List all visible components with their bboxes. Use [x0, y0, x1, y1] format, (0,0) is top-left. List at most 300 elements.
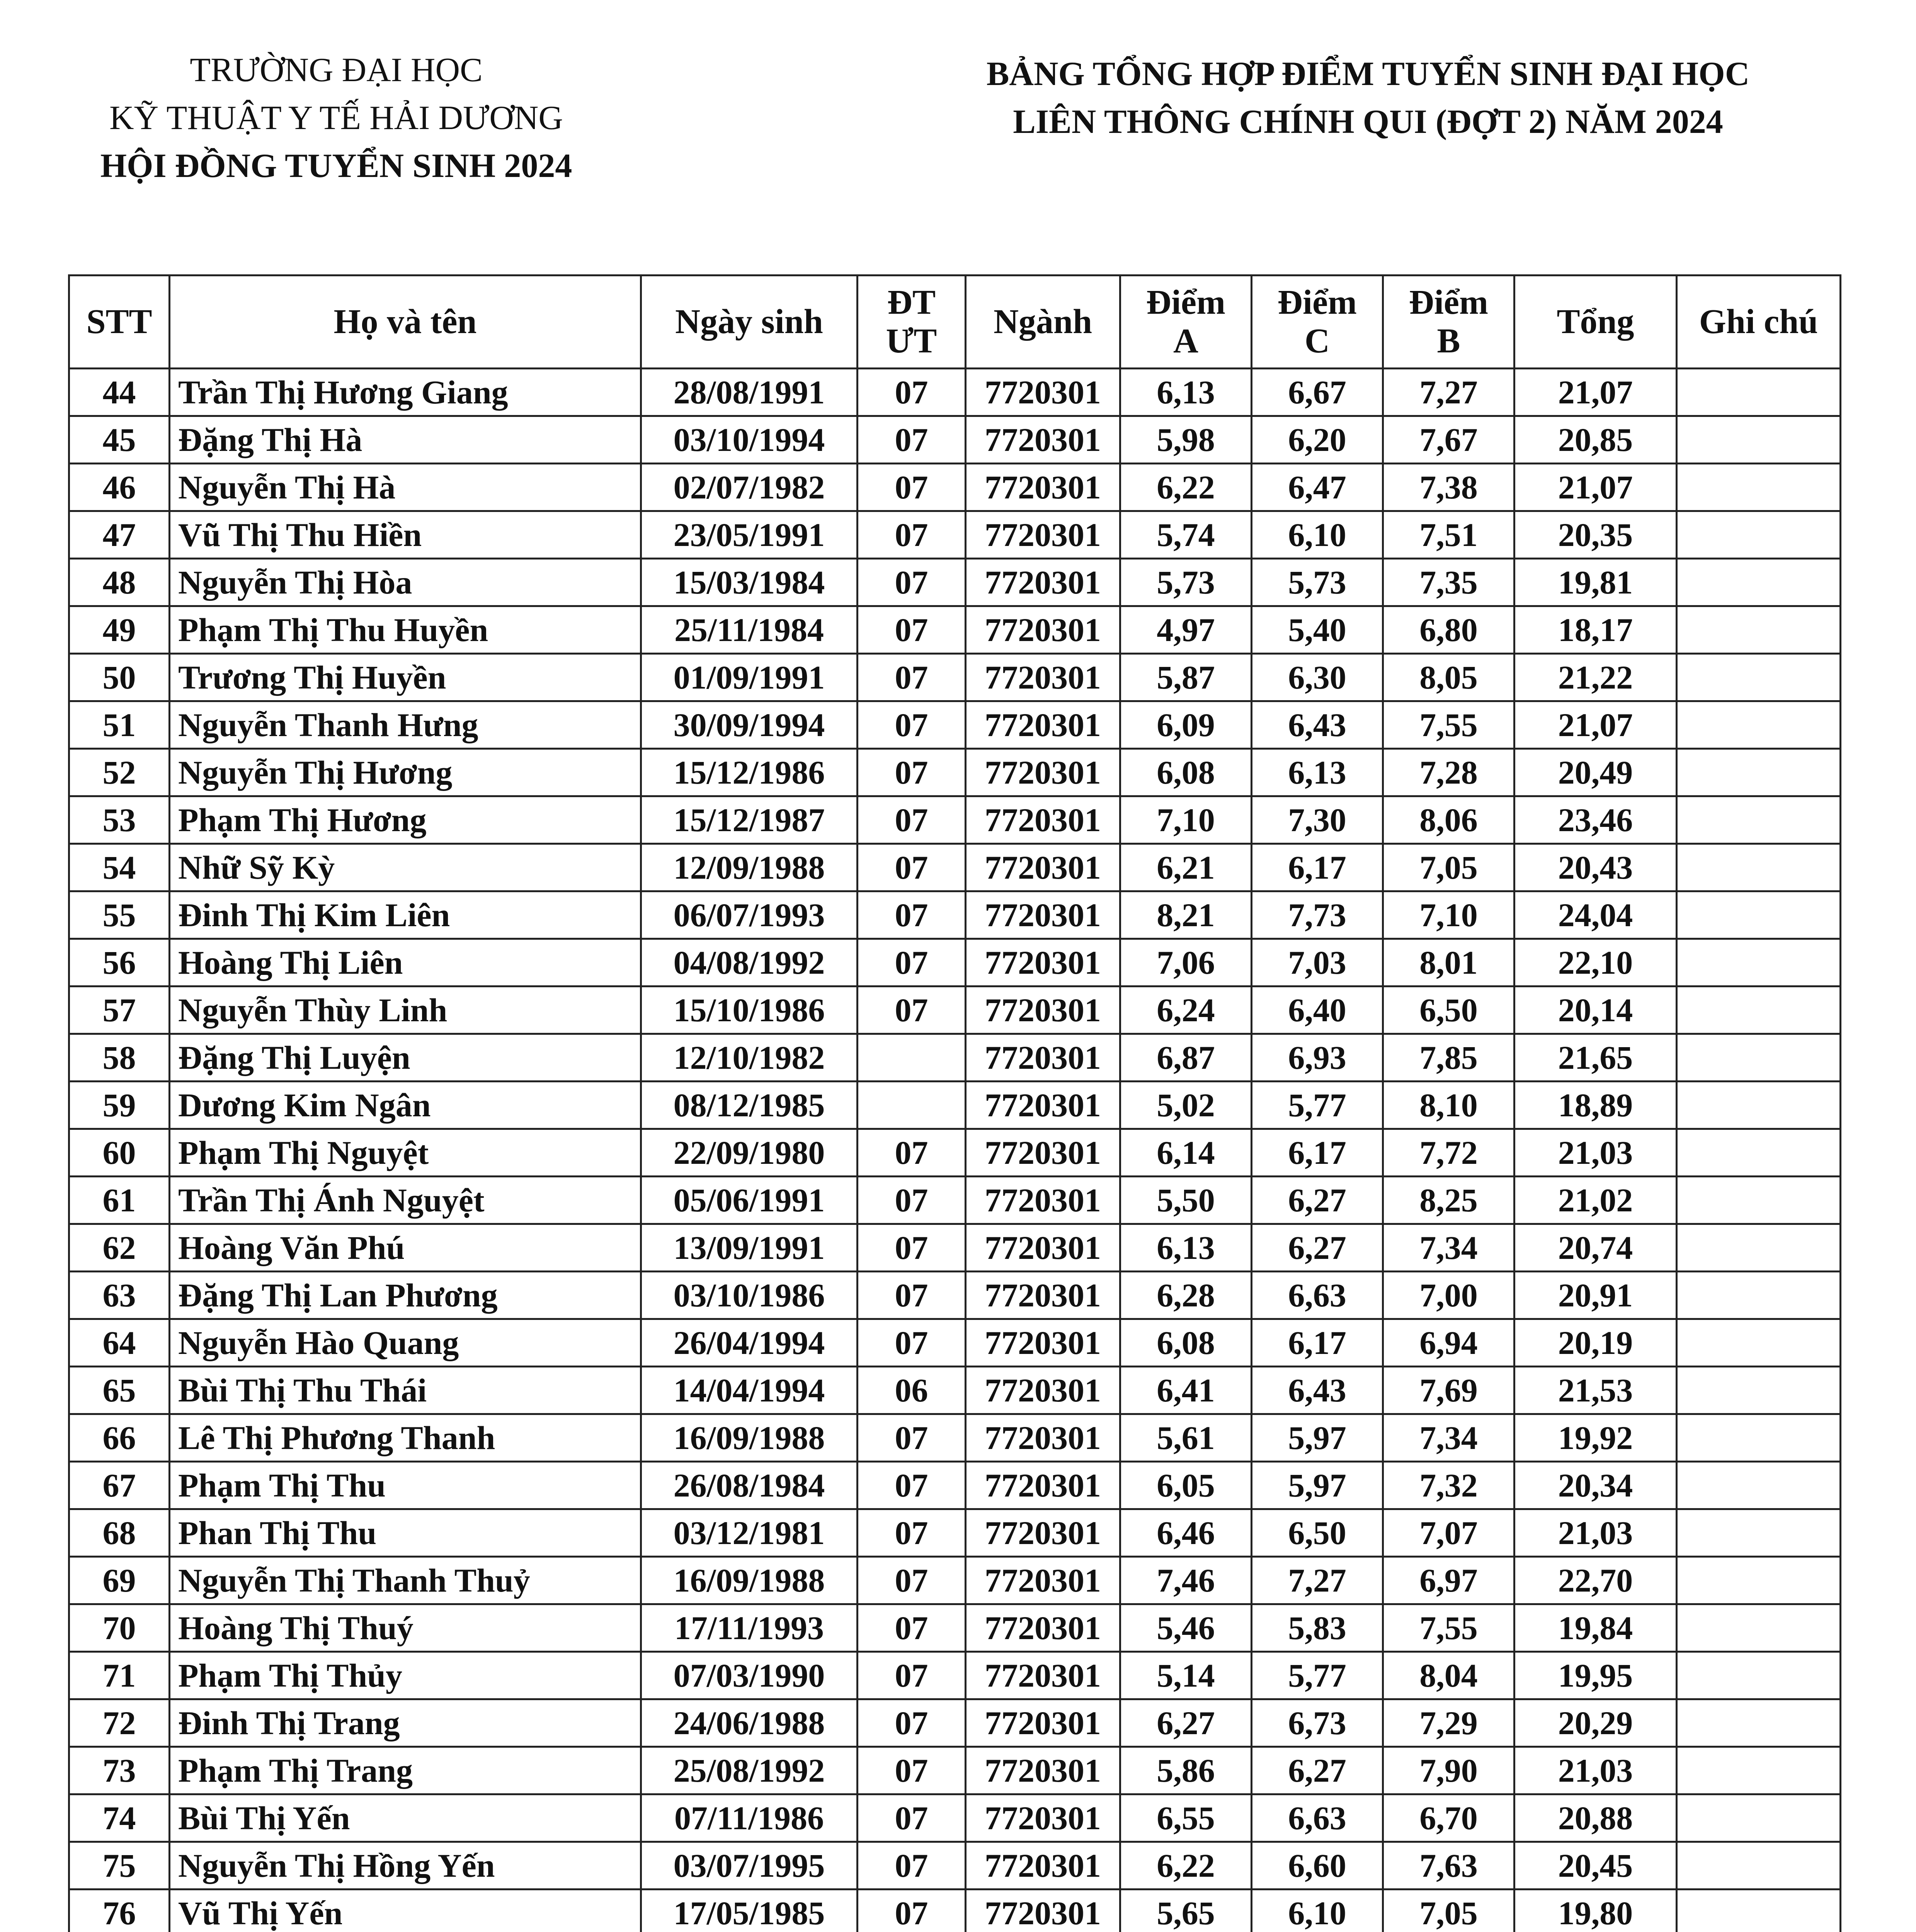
cell-note — [1677, 1272, 1841, 1319]
cell-note — [1677, 416, 1841, 464]
cell-dob: 25/11/1984 — [641, 606, 858, 654]
cell-dob: 05/06/1991 — [641, 1177, 858, 1224]
cell-score-a: 5,14 — [1120, 1652, 1252, 1699]
cell-major: 7720301 — [966, 749, 1120, 796]
cell-score-c: 5,77 — [1252, 1652, 1383, 1699]
cell-score-c: 6,63 — [1252, 1272, 1383, 1319]
cell-major: 7720301 — [966, 1889, 1120, 1932]
cell-total: 19,84 — [1514, 1604, 1677, 1652]
cell-score-c: 7,03 — [1252, 939, 1383, 986]
cell-score-b: 7,38 — [1383, 464, 1514, 511]
cell-dob: 24/06/1988 — [641, 1699, 858, 1747]
cell-score-c: 6,93 — [1252, 1034, 1383, 1082]
cell-note — [1677, 1699, 1841, 1747]
cell-priority: 07 — [858, 369, 966, 416]
cell-priority: 07 — [858, 1747, 966, 1794]
cell-dob: 14/04/1994 — [641, 1367, 858, 1414]
cell-total: 20,85 — [1514, 416, 1677, 464]
cell-dob: 08/12/1985 — [641, 1082, 858, 1129]
cell-major: 7720301 — [966, 1224, 1120, 1272]
cell-total: 19,92 — [1514, 1414, 1677, 1462]
cell-dob: 17/11/1993 — [641, 1604, 858, 1652]
cell-score-c: 6,73 — [1252, 1699, 1383, 1747]
header-major: Ngành — [966, 276, 1120, 369]
cell-name: Nguyễn Thị Hồng Yến — [170, 1842, 641, 1889]
cell-name: Đặng Thị Luyện — [170, 1034, 641, 1082]
cell-total: 20,45 — [1514, 1842, 1677, 1889]
cell-score-b: 6,50 — [1383, 986, 1514, 1034]
cell-note — [1677, 654, 1841, 701]
cell-score-c: 6,17 — [1252, 1319, 1383, 1367]
cell-name: Phạm Thị Trang — [170, 1747, 641, 1794]
table-row — [69, 1509, 1841, 1557]
cell-score-c: 6,27 — [1252, 1747, 1383, 1794]
cell-total: 22,70 — [1514, 1557, 1677, 1604]
table-body — [69, 369, 1841, 1932]
cell-total: 22,10 — [1514, 939, 1677, 986]
table-row — [69, 369, 1841, 416]
cell-dob: 02/07/1982 — [641, 464, 858, 511]
cell-note — [1677, 701, 1841, 749]
cell-score-c: 5,40 — [1252, 606, 1383, 654]
cell-priority: 07 — [858, 844, 966, 891]
table-row — [69, 1557, 1841, 1604]
cell-stt: 48 — [69, 559, 170, 606]
cell-dob: 15/12/1987 — [641, 796, 858, 844]
cell-total: 20,49 — [1514, 749, 1677, 796]
cell-priority — [858, 1082, 966, 1129]
cell-score-a: 6,21 — [1120, 844, 1252, 891]
cell-stt: 74 — [69, 1794, 170, 1842]
cell-note — [1677, 464, 1841, 511]
cell-major: 7720301 — [966, 1082, 1120, 1129]
cell-major: 7720301 — [966, 1129, 1120, 1177]
header-priority — [858, 276, 966, 369]
cell-name: Trần Thị Ánh Nguyệt — [170, 1177, 641, 1224]
cell-name: Đặng Thị Lan Phương — [170, 1272, 641, 1319]
cell-major: 7720301 — [966, 1747, 1120, 1794]
cell-score-b: 7,69 — [1383, 1367, 1514, 1414]
cell-score-c: 5,97 — [1252, 1414, 1383, 1462]
cell-name: Nguyễn Thị Hà — [170, 464, 641, 511]
cell-major: 7720301 — [966, 511, 1120, 559]
cell-stt: 49 — [69, 606, 170, 654]
cell-score-b: 7,07 — [1383, 1509, 1514, 1557]
cell-score-c: 6,50 — [1252, 1509, 1383, 1557]
cell-priority: 07 — [858, 464, 966, 511]
cell-stt: 63 — [69, 1272, 170, 1319]
cell-name: Nhữ Sỹ Kỳ — [170, 844, 641, 891]
cell-note — [1677, 986, 1841, 1034]
cell-score-a: 5,46 — [1120, 1604, 1252, 1652]
cell-name: Nguyễn Thị Hòa — [170, 559, 641, 606]
cell-score-b: 6,70 — [1383, 1794, 1514, 1842]
cell-stt: 45 — [69, 416, 170, 464]
cell-note — [1677, 1224, 1841, 1272]
cell-name: Hoàng Thị Liên — [170, 939, 641, 986]
cell-major: 7720301 — [966, 701, 1120, 749]
cell-score-b: 7,10 — [1383, 891, 1514, 939]
cell-name: Dương Kim Ngân — [170, 1082, 641, 1129]
cell-score-b: 7,67 — [1383, 416, 1514, 464]
cell-name: Phạm Thị Nguyệt — [170, 1129, 641, 1177]
cell-score-b: 6,94 — [1383, 1319, 1514, 1367]
cell-note — [1677, 796, 1841, 844]
cell-total: 20,35 — [1514, 511, 1677, 559]
cell-dob: 22/09/1980 — [641, 1129, 858, 1177]
cell-score-a: 5,61 — [1120, 1414, 1252, 1462]
cell-note — [1677, 939, 1841, 986]
cell-score-b: 7,63 — [1383, 1842, 1514, 1889]
cell-stt: 69 — [69, 1557, 170, 1604]
cell-dob: 12/10/1982 — [641, 1034, 858, 1082]
cell-score-c: 6,27 — [1252, 1224, 1383, 1272]
cell-major: 7720301 — [966, 1034, 1120, 1082]
header-priority-line-1: ĐT — [887, 283, 936, 321]
title-line-1: BẢNG TỔNG HỢP ĐIỂM TUYỂN SINH ĐẠI HỌC — [986, 55, 1750, 93]
cell-note — [1677, 1842, 1841, 1889]
table-row — [69, 1034, 1841, 1082]
cell-major: 7720301 — [966, 939, 1120, 986]
cell-name: Trần Thị Hương Giang — [170, 369, 641, 416]
cell-score-b: 7,85 — [1383, 1034, 1514, 1082]
header-score-b-line-2: B — [1437, 322, 1460, 360]
cell-total: 18,17 — [1514, 606, 1677, 654]
cell-score-c: 6,17 — [1252, 844, 1383, 891]
cell-stt: 62 — [69, 1224, 170, 1272]
table-row — [69, 1414, 1841, 1462]
cell-priority: 07 — [858, 796, 966, 844]
cell-score-a: 6,08 — [1120, 749, 1252, 796]
cell-score-b: 8,01 — [1383, 939, 1514, 986]
cell-priority: 07 — [858, 416, 966, 464]
cell-score-b: 7,34 — [1383, 1224, 1514, 1272]
cell-stt: 50 — [69, 654, 170, 701]
cell-score-b: 8,05 — [1383, 654, 1514, 701]
cell-note — [1677, 1604, 1841, 1652]
cell-score-a: 6,24 — [1120, 986, 1252, 1034]
cell-dob: 07/03/1990 — [641, 1652, 858, 1699]
cell-score-b: 7,29 — [1383, 1699, 1514, 1747]
cell-major: 7720301 — [966, 606, 1120, 654]
cell-score-b: 7,34 — [1383, 1414, 1514, 1462]
cell-priority: 07 — [858, 749, 966, 796]
cell-stt: 51 — [69, 701, 170, 749]
cell-priority: 07 — [858, 1129, 966, 1177]
cell-score-a: 5,98 — [1120, 416, 1252, 464]
cell-dob: 17/05/1985 — [641, 1889, 858, 1932]
cell-total: 19,80 — [1514, 1889, 1677, 1932]
school-line-2: KỸ THUẬT Y TẾ HẢI DƯƠNG — [109, 99, 563, 137]
table-row — [69, 1747, 1841, 1794]
table-row — [69, 559, 1841, 606]
cell-stt: 52 — [69, 749, 170, 796]
table-row — [69, 1082, 1841, 1129]
cell-stt: 71 — [69, 1652, 170, 1699]
cell-score-a: 5,50 — [1120, 1177, 1252, 1224]
header-score-b-line-1: Điểm — [1409, 283, 1488, 321]
cell-stt: 53 — [69, 796, 170, 844]
cell-total: 20,14 — [1514, 986, 1677, 1034]
table-row — [69, 1604, 1841, 1652]
cell-priority: 07 — [858, 701, 966, 749]
cell-note — [1677, 511, 1841, 559]
cell-note — [1677, 749, 1841, 796]
cell-score-c: 5,97 — [1252, 1462, 1383, 1509]
table-row — [69, 1842, 1841, 1889]
cell-score-c: 6,63 — [1252, 1794, 1383, 1842]
header-score-a-line-2: A — [1173, 322, 1198, 360]
cell-major: 7720301 — [966, 1699, 1120, 1747]
cell-score-c: 6,60 — [1252, 1842, 1383, 1889]
cell-score-a: 6,27 — [1120, 1699, 1252, 1747]
council-name: HỘI ĐỒNG TUYỂN SINH 2024 — [100, 147, 572, 185]
cell-note — [1677, 559, 1841, 606]
cell-dob: 23/05/1991 — [641, 511, 858, 559]
cell-major: 7720301 — [966, 844, 1120, 891]
cell-note — [1677, 1509, 1841, 1557]
cell-priority: 07 — [858, 1509, 966, 1557]
cell-note — [1677, 1129, 1841, 1177]
cell-score-a: 6,14 — [1120, 1129, 1252, 1177]
cell-score-c: 5,77 — [1252, 1082, 1383, 1129]
table-row — [69, 1367, 1841, 1414]
cell-total: 24,04 — [1514, 891, 1677, 939]
cell-score-b: 8,04 — [1383, 1652, 1514, 1699]
cell-note — [1677, 1557, 1841, 1604]
cell-stt: 44 — [69, 369, 170, 416]
cell-major: 7720301 — [966, 559, 1120, 606]
cell-score-a: 6,05 — [1120, 1462, 1252, 1509]
cell-name: Nguyễn Thị Hương — [170, 749, 641, 796]
cell-total: 18,89 — [1514, 1082, 1677, 1129]
cell-score-b: 7,55 — [1383, 1604, 1514, 1652]
cell-priority: 07 — [858, 1414, 966, 1462]
school-line-1: TRƯỜNG ĐẠI HỌC — [190, 51, 483, 89]
cell-score-c: 6,30 — [1252, 654, 1383, 701]
cell-priority: 07 — [858, 891, 966, 939]
cell-major: 7720301 — [966, 796, 1120, 844]
cell-dob: 01/09/1991 — [641, 654, 858, 701]
cell-note — [1677, 1414, 1841, 1462]
cell-score-a: 7,10 — [1120, 796, 1252, 844]
cell-score-c: 6,27 — [1252, 1177, 1383, 1224]
cell-total: 21,65 — [1514, 1034, 1677, 1082]
table-row — [69, 1462, 1841, 1509]
cell-score-a: 6,13 — [1120, 369, 1252, 416]
cell-note — [1677, 891, 1841, 939]
cell-score-c: 6,10 — [1252, 511, 1383, 559]
cell-stt: 65 — [69, 1367, 170, 1414]
cell-major: 7720301 — [966, 1367, 1120, 1414]
table-row — [69, 464, 1841, 511]
cell-priority — [858, 1034, 966, 1082]
cell-score-a: 5,86 — [1120, 1747, 1252, 1794]
cell-name: Nguyễn Hào Quang — [170, 1319, 641, 1367]
cell-stt: 67 — [69, 1462, 170, 1509]
cell-score-c: 6,40 — [1252, 986, 1383, 1034]
table-header-row — [69, 276, 1841, 369]
cell-stt: 57 — [69, 986, 170, 1034]
cell-name: Đinh Thị Trang — [170, 1699, 641, 1747]
header-stt: STT — [69, 276, 170, 369]
cell-name: Hoàng Văn Phú — [170, 1224, 641, 1272]
cell-score-a: 6,41 — [1120, 1367, 1252, 1414]
cell-score-c: 6,43 — [1252, 701, 1383, 749]
table-row — [69, 1794, 1841, 1842]
cell-total: 21,22 — [1514, 654, 1677, 701]
header-name: Họ và tên — [170, 276, 641, 369]
table-row — [69, 1889, 1841, 1932]
table-row — [69, 986, 1841, 1034]
cell-name: Phạm Thị Hương — [170, 796, 641, 844]
cell-total: 21,07 — [1514, 701, 1677, 749]
cell-name: Đinh Thị Kim Liên — [170, 891, 641, 939]
cell-note — [1677, 1034, 1841, 1082]
cell-score-b: 7,05 — [1383, 844, 1514, 891]
cell-major: 7720301 — [966, 1557, 1120, 1604]
cell-total: 21,53 — [1514, 1367, 1677, 1414]
cell-dob: 07/11/1986 — [641, 1794, 858, 1842]
cell-total: 20,29 — [1514, 1699, 1677, 1747]
table-row — [69, 939, 1841, 986]
cell-score-b: 7,35 — [1383, 559, 1514, 606]
cell-score-c: 6,47 — [1252, 464, 1383, 511]
cell-total: 19,95 — [1514, 1652, 1677, 1699]
cell-name: Đặng Thị Hà — [170, 416, 641, 464]
table-row — [69, 1652, 1841, 1699]
cell-total: 20,34 — [1514, 1462, 1677, 1509]
cell-priority: 07 — [858, 511, 966, 559]
cell-score-b: 7,72 — [1383, 1129, 1514, 1177]
cell-priority: 07 — [858, 1604, 966, 1652]
cell-score-a: 8,21 — [1120, 891, 1252, 939]
cell-score-c: 5,83 — [1252, 1604, 1383, 1652]
cell-priority: 07 — [858, 1557, 966, 1604]
cell-dob: 26/08/1984 — [641, 1462, 858, 1509]
cell-score-c: 7,27 — [1252, 1557, 1383, 1604]
cell-note — [1677, 1462, 1841, 1509]
cell-major: 7720301 — [966, 464, 1120, 511]
cell-note — [1677, 606, 1841, 654]
cell-major: 7720301 — [966, 654, 1120, 701]
cell-score-b: 7,05 — [1383, 1889, 1514, 1932]
cell-note — [1677, 1319, 1841, 1367]
header-score-c-line-1: Điểm — [1278, 283, 1357, 321]
cell-score-c: 6,13 — [1252, 749, 1383, 796]
cell-dob: 26/04/1994 — [641, 1319, 858, 1367]
cell-dob: 15/10/1986 — [641, 986, 858, 1034]
header-score-a-line-1: Điểm — [1146, 283, 1225, 321]
cell-major: 7720301 — [966, 1319, 1120, 1367]
cell-name: Phạm Thị Thủy — [170, 1652, 641, 1699]
cell-dob: 30/09/1994 — [641, 701, 858, 749]
cell-score-b: 8,10 — [1383, 1082, 1514, 1129]
table-row — [69, 654, 1841, 701]
cell-score-a: 6,46 — [1120, 1509, 1252, 1557]
cell-major: 7720301 — [966, 1177, 1120, 1224]
cell-major: 7720301 — [966, 1652, 1120, 1699]
cell-score-a: 6,08 — [1120, 1319, 1252, 1367]
header-score-b — [1383, 276, 1514, 369]
cell-score-a: 5,65 — [1120, 1889, 1252, 1932]
cell-name: Trương Thị Huyền — [170, 654, 641, 701]
header-priority-line-2: ƯT — [886, 322, 937, 360]
cell-score-c: 6,17 — [1252, 1129, 1383, 1177]
cell-name: Vũ Thị Thu Hiền — [170, 511, 641, 559]
table-row — [69, 416, 1841, 464]
cell-name: Lê Thị Phương Thanh — [170, 1414, 641, 1462]
cell-priority: 07 — [858, 654, 966, 701]
cell-dob: 15/03/1984 — [641, 559, 858, 606]
cell-stt: 72 — [69, 1699, 170, 1747]
cell-dob: 04/08/1992 — [641, 939, 858, 986]
cell-dob: 03/12/1981 — [641, 1509, 858, 1557]
document-title — [904, 50, 1832, 146]
table-row — [69, 511, 1841, 559]
cell-score-b: 7,28 — [1383, 749, 1514, 796]
cell-priority: 07 — [858, 1889, 966, 1932]
cell-priority: 07 — [858, 939, 966, 986]
cell-total: 20,43 — [1514, 844, 1677, 891]
cell-stt: 61 — [69, 1177, 170, 1224]
cell-total: 21,07 — [1514, 464, 1677, 511]
cell-dob: 12/09/1988 — [641, 844, 858, 891]
cell-score-a: 6,13 — [1120, 1224, 1252, 1272]
cell-score-a: 4,97 — [1120, 606, 1252, 654]
cell-dob: 03/10/1994 — [641, 416, 858, 464]
cell-total: 19,81 — [1514, 559, 1677, 606]
cell-name: Nguyễn Thị Thanh Thuỷ — [170, 1557, 641, 1604]
cell-score-b: 6,80 — [1383, 606, 1514, 654]
header-score-c — [1252, 276, 1383, 369]
cell-score-b: 7,27 — [1383, 369, 1514, 416]
table-row — [69, 1319, 1841, 1367]
cell-total: 23,46 — [1514, 796, 1677, 844]
cell-priority: 07 — [858, 1224, 966, 1272]
cell-major: 7720301 — [966, 1414, 1120, 1462]
cell-stt: 66 — [69, 1414, 170, 1462]
cell-stt: 75 — [69, 1842, 170, 1889]
cell-major: 7720301 — [966, 1509, 1120, 1557]
cell-stt: 73 — [69, 1747, 170, 1794]
cell-priority: 07 — [858, 1794, 966, 1842]
cell-stt: 64 — [69, 1319, 170, 1367]
cell-score-c: 6,10 — [1252, 1889, 1383, 1932]
cell-note — [1677, 369, 1841, 416]
cell-major: 7720301 — [966, 1842, 1120, 1889]
cell-total: 21,07 — [1514, 369, 1677, 416]
cell-stt: 55 — [69, 891, 170, 939]
cell-score-a: 6,87 — [1120, 1034, 1252, 1082]
cell-name: Phạm Thị Thu Huyền — [170, 606, 641, 654]
cell-major: 7720301 — [966, 986, 1120, 1034]
cell-score-a: 5,02 — [1120, 1082, 1252, 1129]
cell-name: Nguyễn Thanh Hưng — [170, 701, 641, 749]
cell-priority: 07 — [858, 1272, 966, 1319]
cell-dob: 16/09/1988 — [641, 1557, 858, 1604]
cell-major: 7720301 — [966, 1272, 1120, 1319]
cell-priority: 07 — [858, 606, 966, 654]
cell-total: 21,03 — [1514, 1509, 1677, 1557]
cell-score-a: 6,28 — [1120, 1272, 1252, 1319]
header-total: Tổng — [1514, 276, 1677, 369]
cell-name: Bùi Thị Yến — [170, 1794, 641, 1842]
cell-priority: 07 — [858, 559, 966, 606]
cell-major: 7720301 — [966, 1462, 1120, 1509]
cell-major: 7720301 — [966, 1604, 1120, 1652]
cell-total: 21,03 — [1514, 1747, 1677, 1794]
